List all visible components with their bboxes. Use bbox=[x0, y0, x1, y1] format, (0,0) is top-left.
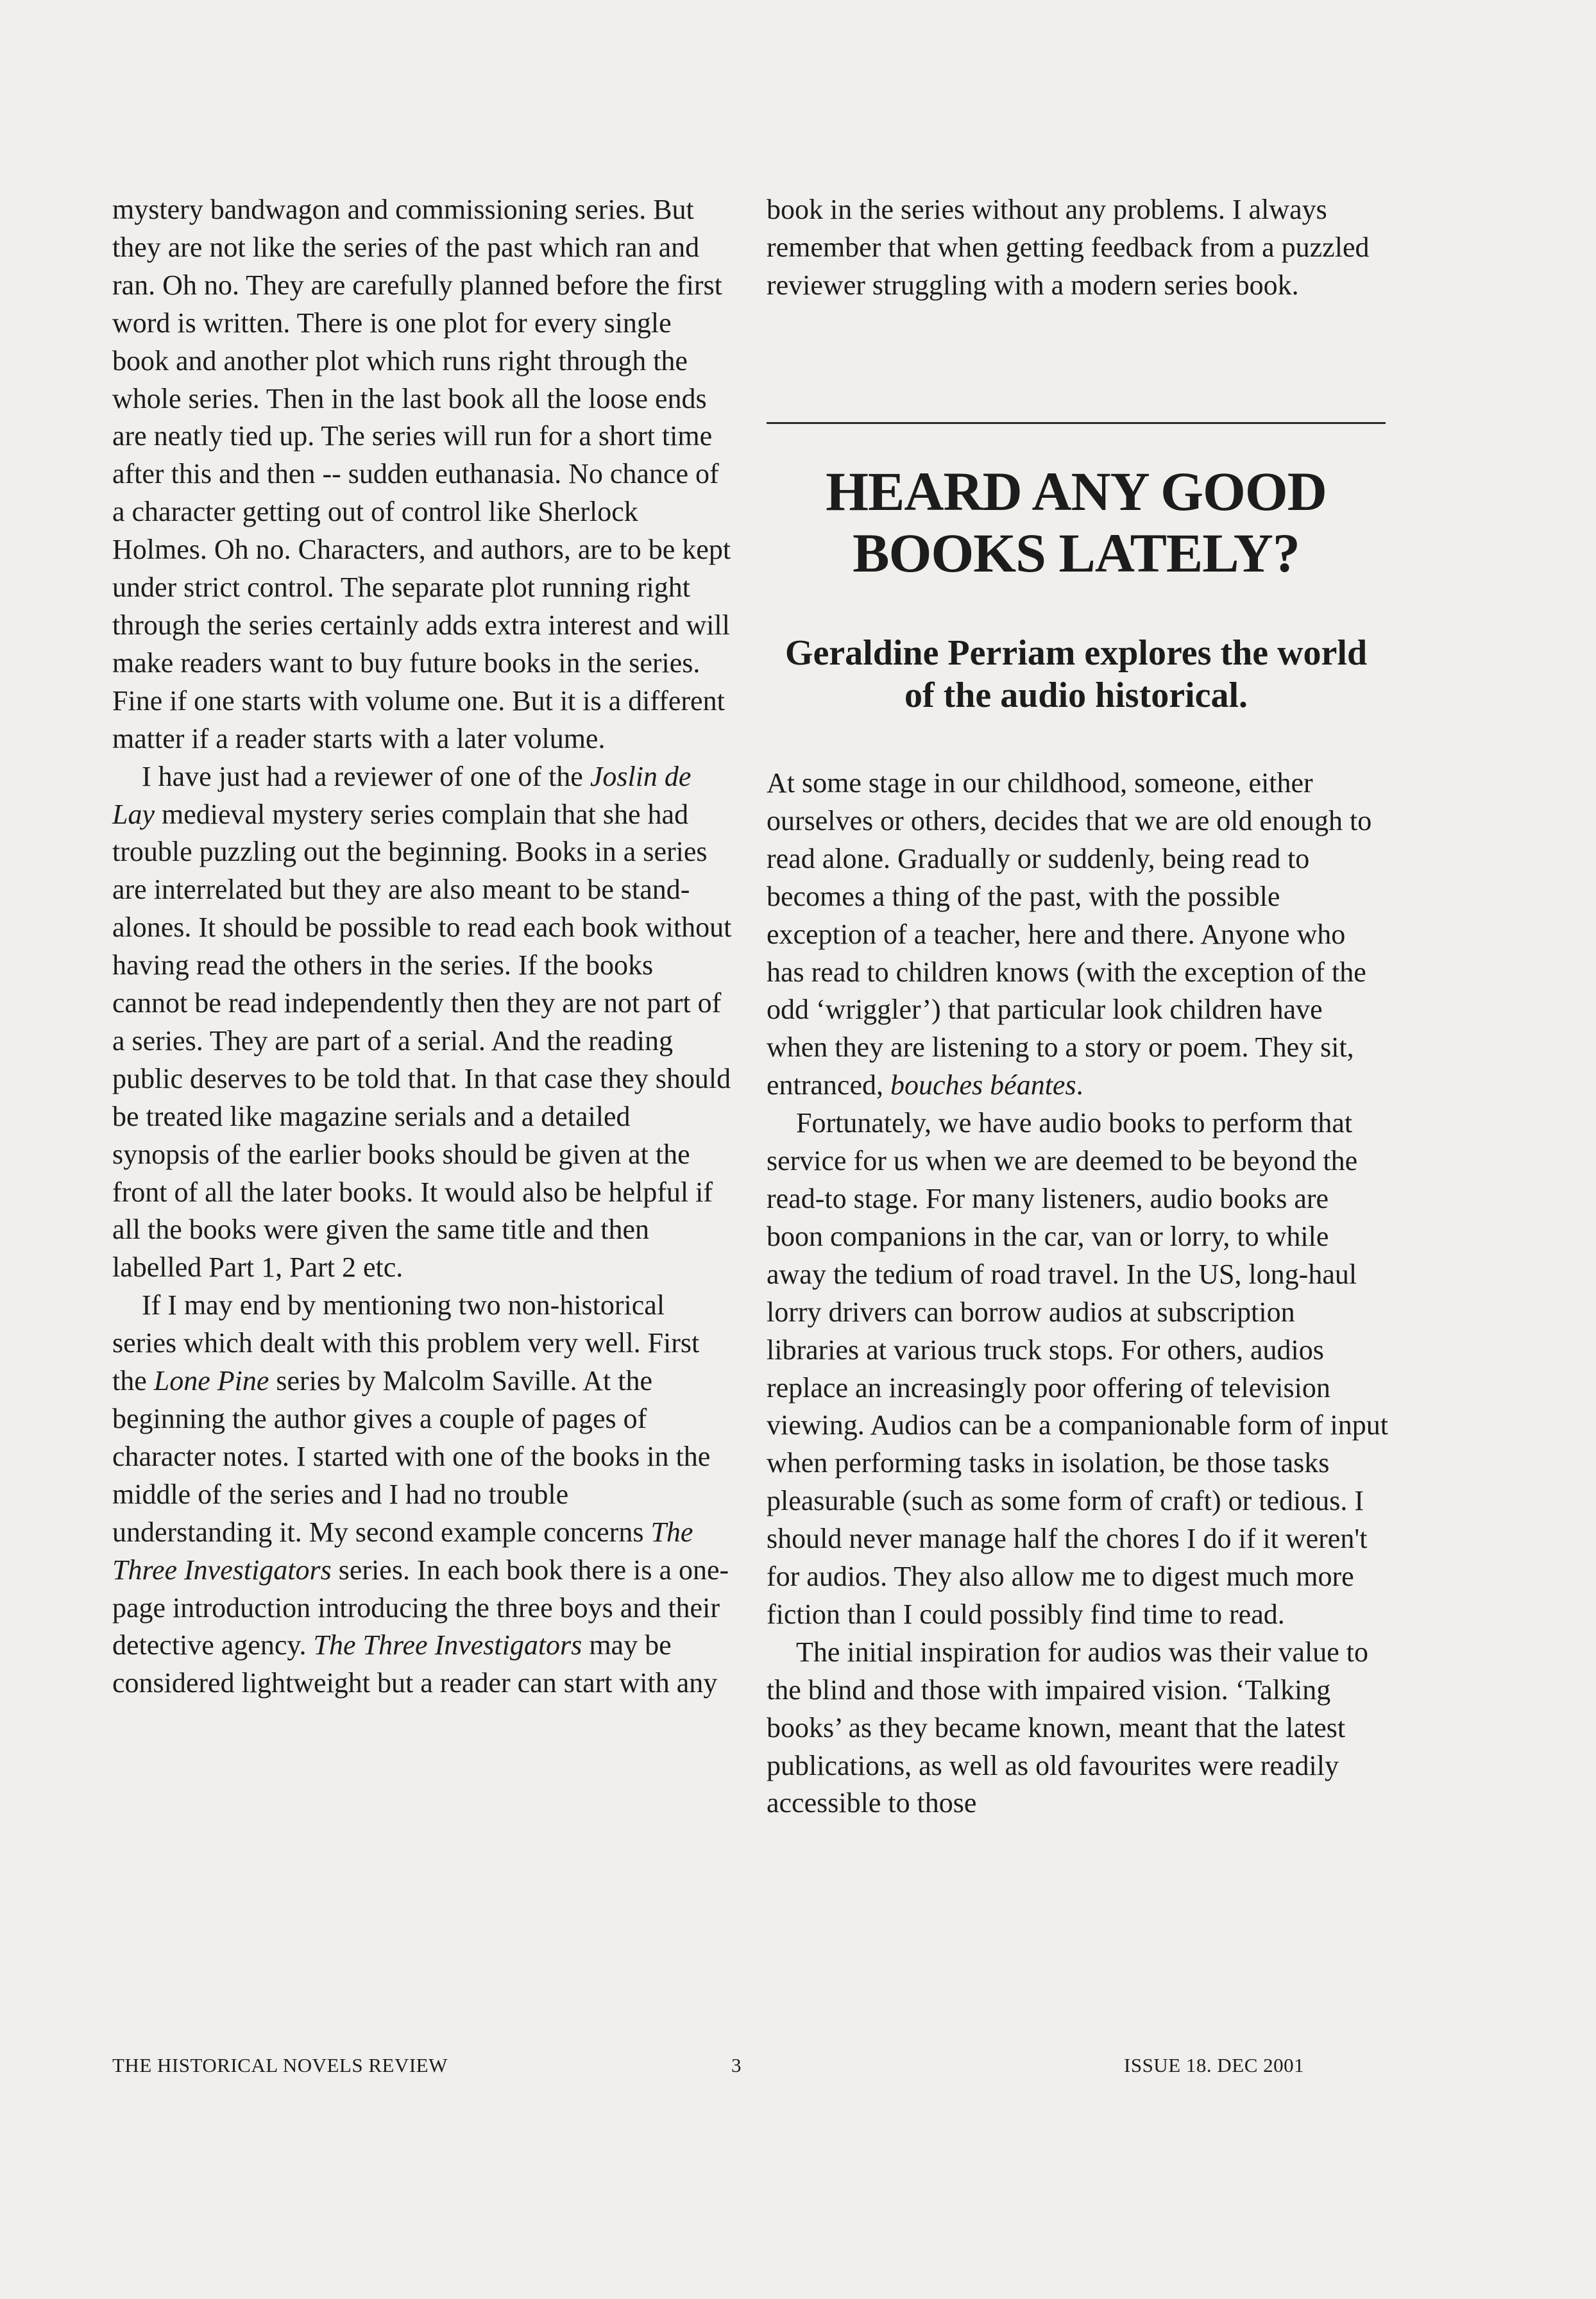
article-subtitle: Geraldine Perriam explores the world of the audio historical. bbox=[785, 633, 1368, 715]
left-paragraph bbox=[112, 191, 734, 758]
left-column bbox=[112, 191, 734, 1702]
text-run: may be considered lightweight but a reader can start with any bbox=[112, 1629, 718, 1699]
text-run: series. In each book there is a one-page introduction introducing the three boys and their detective agency. bbox=[112, 1554, 729, 1661]
article-title: HEARD ANY GOOD BOOKS LATELY? bbox=[826, 461, 1327, 584]
footer-issue: ISSUE 18. DEC 2001 bbox=[1124, 2054, 1305, 2076]
italic-title: Joslin de Lay bbox=[112, 760, 692, 830]
right-column-article bbox=[767, 765, 1389, 1822]
text-run: . bbox=[1076, 1069, 1083, 1101]
right-paragraph bbox=[767, 1105, 1389, 1634]
left-paragraph bbox=[112, 1287, 734, 1702]
text-run: Fortunately, we have audio books to perform that service for us when we are deemed to be beyond the read-to stage. For many listeners, audio books are boon companions in the car, van or lorry, to while away the tedium of road travel. In the US, long-haul lorry drivers can borrow audios at subscription libraries at various truck stops. For others, audios replace an increasingly poor offering of television viewing. Audios can be a companionable form of input when performing tasks in isolation, be those tasks pleasurable (such as some form of craft) or tedious. I should never manage half the chores I do if it weren't for audios. They also allow me to digest much more fiction than I could possibly find time to read. bbox=[767, 1107, 1388, 1630]
section-divider bbox=[767, 422, 1386, 424]
text-run: I have just had a reviewer of one of the bbox=[142, 760, 590, 792]
italic-title: The Three Investigators bbox=[313, 1629, 582, 1661]
footer-publication: THE HISTORICAL NOVELS REVIEW bbox=[112, 2054, 448, 2076]
right-paragraph bbox=[767, 1634, 1389, 1823]
text-run: If I may end by mentioning two non-historical series which dealt with this problem very well. First the bbox=[112, 1289, 700, 1397]
text-run: series by Malcolm Saville. At the beginning the author gives a couple of pages of character notes. I started with one of the books in the middle of the series and I had no trouble understanding it. My second example concerns bbox=[112, 1365, 711, 1548]
left-paragraph bbox=[112, 758, 734, 1287]
italic-title: bouches béantes bbox=[890, 1069, 1076, 1101]
italic-title: Lone Pine bbox=[153, 1365, 269, 1397]
right-paragraph bbox=[767, 765, 1389, 1105]
right-column-intro bbox=[767, 191, 1389, 305]
text-run: At some stage in our childhood, someone, either ourselves or others, decides that we are old enough to read alone. Gradually or suddenly, being read to becomes a thing of the past, with the possible exception of a teacher, here and there. Anyone who has read to children knows (with the exception of the odd ‘wriggler’) that particular look children have when they are listening to a story or poem. They sit, entranced, bbox=[767, 767, 1372, 1101]
text-run: The initial inspiration for audios was their value to the blind and those with impaired vision. ‘Talking books’ as they became known, meant that the latest publications, as well as old favourites were readily accessible to those bbox=[767, 1636, 1369, 1819]
text-run: medieval mystery series complain that she had trouble puzzling out the beginning. Books in a series are interrelated but they are also meant to be stand-alones. It should be possible to read each book without having read the others in the series. If the books cannot be read independently then they are not part of a series. They are part of a serial. And the reading public deserves to be told that. In that case they should be treated like magazine serials and a detailed synopsis of the earlier books should be given at the front of all the later books. It would also be helpful if all the books were given the same title and then labelled Part 1, Part 2 etc. bbox=[112, 798, 732, 1284]
intro-paragraph: book in the series without any problems. I always remember that when getting feedback from a puzzled reviewer struggling with a modern series book. bbox=[767, 194, 1370, 301]
footer-page-number: 3 bbox=[731, 2054, 742, 2076]
italic-title: The Three Investigators bbox=[112, 1516, 693, 1586]
text-run: mystery bandwagon and commissioning series. But they are not like the series of the past which ran and ran. Oh no. They are carefully planned before the first word is written. There is one plot for every single book and another plot which runs right through the whole series. Then in the last book all the loose ends are neatly tied up. The series will run for a short time after this and then -- sudden euthanasia. No chance of a character getting out of control like Sherlock Holmes. Oh no. Characters, and authors, are to be kept under strict control. The separate plot running right through the series certainly adds extra interest and will make readers want to buy future books in the series. Fine if one starts with volume one. But it is a different matter if a reader starts with a later volume. bbox=[112, 194, 731, 754]
